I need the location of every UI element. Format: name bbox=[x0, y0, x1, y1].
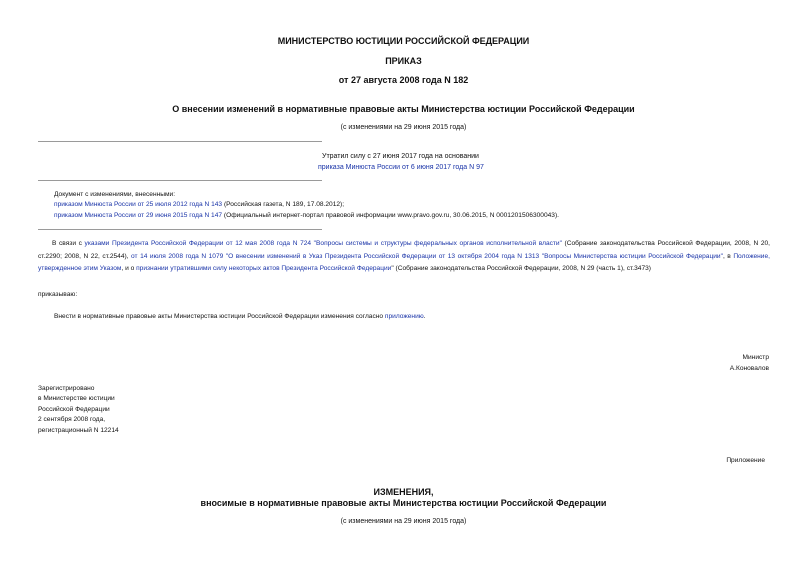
appendix-subtitle: вносимые в нормативные правовые акты Министерства юстиции Российской Федерации bbox=[200, 498, 607, 508]
amendment-link[interactable]: приказом Минюста России от 29 июня 2015 года N 147 bbox=[54, 212, 223, 219]
document-type: ПРИКАЗ bbox=[385, 56, 422, 66]
signature-position: Министр bbox=[742, 354, 769, 361]
document-title: О внесении изменений в нормативные правовые акты Министерства юстиции Российской Федерации bbox=[172, 104, 635, 114]
repealed-acts-link[interactable]: признании утратившими силу некоторых актов Президента Российской Федерации bbox=[136, 265, 392, 272]
order-word: приказываю: bbox=[38, 291, 78, 298]
appendix-title: ИЗМЕНЕНИЯ, bbox=[373, 487, 434, 497]
amendment-link[interactable]: приказом Минюста России от 25 июля 2012 года N 143 bbox=[54, 201, 223, 208]
preamble-text: , и о bbox=[121, 265, 137, 272]
regulation-link[interactable]: Положение, утвержденное этим Указом bbox=[38, 252, 770, 272]
registration-line: Российской Федерации bbox=[38, 405, 110, 413]
decree-724-link[interactable]: указами Президента Российской Федерации от 12 мая 2008 года N 724 "Вопросы системы и структуры федеральных органов исполнительной власти" bbox=[84, 240, 562, 247]
preamble-text: (Собрание законодательства Российской Федерации, 2008, N 20, ст.2290; 2008, N 22, ст.2544), bbox=[38, 240, 770, 260]
preamble-paragraph bbox=[38, 238, 770, 276]
appendix-link[interactable]: приложению bbox=[384, 313, 424, 320]
ministry-heading: МИНИСТЕРСТВО ЮСТИЦИИ РОССИЙСКОЙ ФЕДЕРАЦИИ bbox=[277, 36, 530, 46]
registration-line: в Министерстве юстиции bbox=[38, 395, 115, 403]
registration-line: Зарегистрировано bbox=[38, 385, 95, 392]
appendix-label: Приложение bbox=[726, 457, 765, 464]
amendment-item bbox=[54, 201, 344, 208]
order-text-body: Внести в нормативные правовые акты Министерства юстиции Российской Федерации изменения согласно bbox=[54, 313, 385, 320]
appendix-revision-note: (с изменениями на 29 июня 2015 года) bbox=[340, 518, 467, 525]
registration-line: 2 сентября 2008 года, bbox=[38, 416, 106, 424]
divider bbox=[38, 141, 322, 142]
document-date: от 27 августа 2008 года N 182 bbox=[338, 75, 469, 85]
preamble-text: В связи с bbox=[52, 240, 85, 247]
divider bbox=[38, 229, 322, 230]
repeal-note: Утратил силу с 27 июня 2017 года на основании bbox=[322, 153, 479, 160]
amendment-item bbox=[54, 212, 559, 219]
signature-name: А.Коновалов bbox=[729, 365, 769, 372]
registration-line: регистрационный N 12214 bbox=[38, 426, 119, 434]
decree-1079-link[interactable]: от 14 июля 2008 года N 1079 "О внесении изменений в Указ Президента Российской Федерации от 13 октября 2004 года N 1313 "Вопросы Министерства юстиции Российской Федерации" bbox=[131, 252, 723, 260]
amendment-source: (Российская газета, N 189, 17.08.2012); bbox=[222, 201, 345, 208]
registration-block bbox=[38, 384, 119, 436]
repeal-order-link[interactable]: приказа Минюста России от 6 июня 2017 года N 97 bbox=[318, 164, 484, 171]
preamble-text: , в bbox=[722, 252, 734, 260]
preamble-text: " (Собрание законодательства Российской Федерации, 2008, N 29 (часть 1), ст.3473) bbox=[391, 265, 651, 272]
order-text-end: . bbox=[423, 313, 426, 320]
amendments-intro: Документ с изменениями, внесенными: bbox=[54, 191, 176, 198]
divider bbox=[38, 180, 322, 181]
amendment-source: (Официальный интернет-портал правовой информации www.pravo.gov.ru, 30.06.2015, N 0001201506300043). bbox=[222, 212, 559, 219]
order-text bbox=[54, 313, 426, 320]
revision-note: (с изменениями на 29 июня 2015 года) bbox=[340, 124, 467, 131]
